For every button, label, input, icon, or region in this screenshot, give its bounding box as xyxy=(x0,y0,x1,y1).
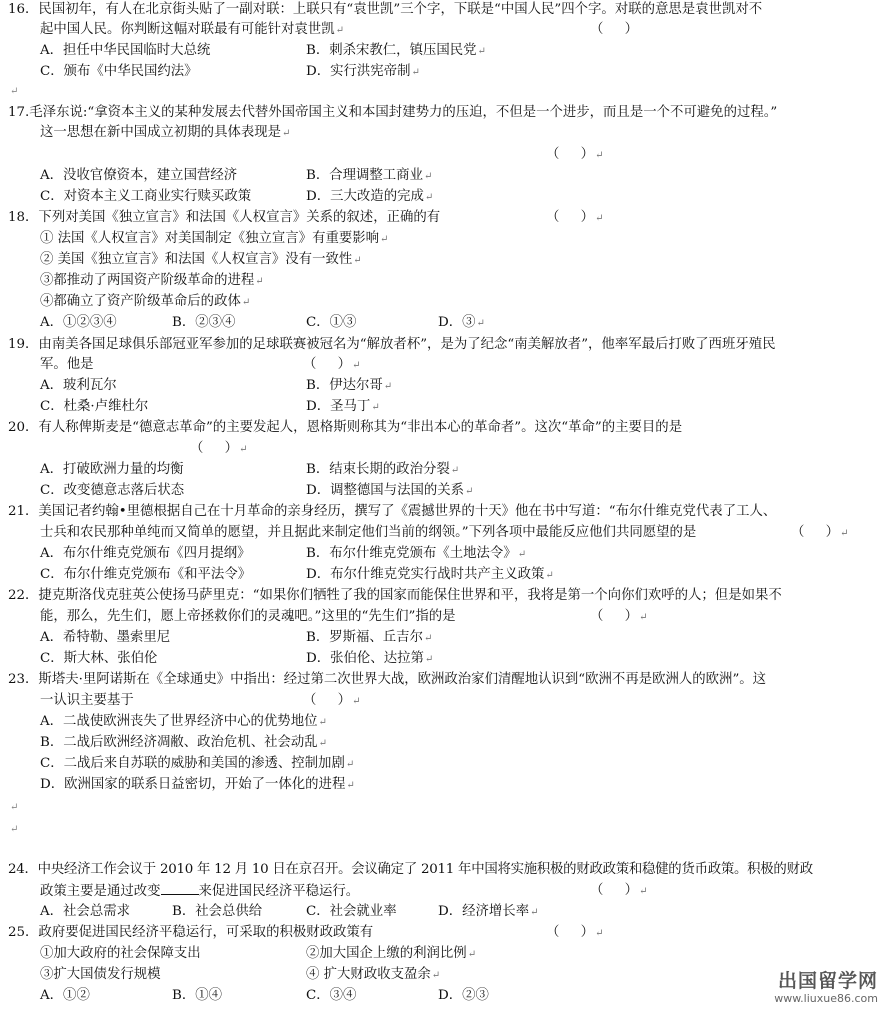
q24-stem-line2: 政策主要是通过改变 来促进国民经济平稳运行。 xyxy=(40,881,359,901)
site-watermark-logo xyxy=(704,966,884,1008)
q25-option-b: B．①④ xyxy=(172,988,223,1003)
q23-stem-line2: 一认识主要基于 xyxy=(40,693,134,708)
q17-answer-paren: （ ）↵ xyxy=(546,147,604,162)
q20-stem-line1: 20．有人称俾斯麦是“德意志革命”的主要发起人，恩格斯则称其为“非出本心的革命者”。这次“革命”的主要目的是 xyxy=(8,420,683,435)
q25-answer-paren: （ ）↵ xyxy=(546,925,604,940)
q20-option-c: C．改变德意志落后状态 xyxy=(40,483,185,498)
q23-option-d: D．欧洲国家的联系日益密切，开始了一体化的进程↵ xyxy=(40,777,355,792)
q18-statement-4: ④都确立了资产阶级革命后的政体↵ xyxy=(40,294,251,309)
q22-option-d: D．张伯伦、达拉第↵ xyxy=(306,651,434,666)
q18-statement-2: ② 美国《独立宣言》和法国《人权宣言》没有一致性↵ xyxy=(40,252,362,267)
q17-option-d: D．三大改造的完成↵ xyxy=(306,189,434,204)
q22-answer-paren: （ ）↵ xyxy=(590,609,648,624)
q20-option-d: D．调整德国与法国的关系↵ xyxy=(306,483,474,498)
q22-option-a: A．希特勒、墨索里尼 xyxy=(40,630,171,645)
q18-option-a: A．①②③④ xyxy=(40,315,117,330)
q21-stem-line2: 士兵和农民那种单纯而又简单的愿望，并且据此来制定他们当前的纲领。”下列各项中最能反应他们共同愿望的是 xyxy=(40,525,697,540)
q22-stem-line2: 能，那么，先生们，愿上帝拯救你们的灵魂吧。”这里的“先生们”指的是 xyxy=(40,609,456,624)
q21-option-b: B．布尔什维克党颁布《土地法令》↵ xyxy=(306,546,527,561)
q16-stem-line1: 16．民国初年，有人在北京街头贴了一副对联：上联只有“袁世凯”三个字，下联是“中国人民”四个字。对联的意思是袁世凯对不 xyxy=(8,2,763,17)
q25-statement-2: ②加大国企上缴的利润比例↵ xyxy=(306,946,477,961)
q25-option-a: A．①② xyxy=(40,988,90,1003)
q24-option-d: D．经济增长率↵ xyxy=(438,904,539,919)
q21-option-d: D．布尔什维克党实行战时共产主义政策↵ xyxy=(306,567,554,582)
q18-answer-paren: （ ）↵ xyxy=(546,210,604,225)
q19-stem-line1: 19．由南美各国足球俱乐部冠亚军参加的足球联赛被冠名为“解放者杯”，是为了纪念“南美解放者”，他率军最后打败了西班牙殖民 xyxy=(8,337,776,352)
q16-stem-line2: 起中国人民。你判断这幅对联最有可能针对袁世凯↵ xyxy=(40,22,344,37)
q18-statement-1: ① 法国《人权宣言》对美国制定《独立宣言》有重要影响↵ xyxy=(40,231,389,246)
q16-option-c: C．颁布《中华民国约法》 xyxy=(40,64,198,79)
q23-answer-paren: （ ）↵ xyxy=(303,693,361,708)
q19-stem-line2: 军。他是 xyxy=(40,357,94,372)
q25-statement-1: ①加大政府的社会保障支出 xyxy=(40,946,201,961)
q20-answer-paren: （ ）↵ xyxy=(190,441,248,456)
blank-line-marker: ↵ xyxy=(10,824,19,835)
q16-option-a: A．担任中华民国临时大总统 xyxy=(40,43,211,58)
q18-statement-3: ③都推动了两国资产阶级革命的进程↵ xyxy=(40,273,264,288)
q20-option-a: A．打破欧洲力量的均衡 xyxy=(40,462,184,477)
blank-line-marker: ↵ xyxy=(10,802,19,813)
q24-option-b: B．社会总供给 xyxy=(172,904,263,919)
q17-stem-line2: 这一思想在新中国成立初期的具体表现是↵ xyxy=(40,125,291,140)
q19-option-b: B．伊达尔哥↵ xyxy=(306,378,393,393)
q25-option-c: C．③④ xyxy=(306,988,357,1003)
q17-option-b: B．合理调整工商业↵ xyxy=(306,168,433,183)
q19-option-a: A．玻利瓦尔 xyxy=(40,378,117,393)
q24-answer-paren: （ ）↵ xyxy=(590,883,648,898)
q24-stem-line1: 24．中央经济工作会议于 2010 年 12 月 10 日在京召开。会议确定了 2011 年中国将实施积极的财政政策和稳健的货币政策。积极的财政 xyxy=(8,862,813,877)
q19-option-d: D．圣马丁↵ xyxy=(306,399,380,414)
q25-statement-4: ④ 扩大财政收支盈余↵ xyxy=(306,967,441,982)
q23-option-b: B．二战后欧洲经济凋敝、政治危机、社会动乱↵ xyxy=(40,735,328,750)
q22-stem-line1: 22．捷克斯洛伐克驻英公使扬马萨里克：“如果你们牺牲了我的国家而能保住世界和平，我将是第一个向你们欢呼的人；但是如果不 xyxy=(8,588,782,603)
logo-name: 出国留学网 xyxy=(777,970,878,992)
q16-option-d: D．实行洪宪帝制↵ xyxy=(306,64,420,79)
q22-option-c: C．斯大林、张伯伦 xyxy=(40,651,158,666)
q18-option-b: B．②③④ xyxy=(172,315,236,330)
q22-option-b: B．罗斯福、丘吉尔↵ xyxy=(306,630,433,645)
q21-option-a: A．布尔什维克党颁布《四月提纲》 xyxy=(40,546,251,561)
q25-option-d: D．②③ xyxy=(438,988,489,1003)
q18-option-c: C．①③ xyxy=(306,315,357,330)
q21-stem-line1: 21．美国记者约翰•里德根据自己在十月革命的亲身经历，撰写了《震撼世界的十天》他在书中写道：“布尔什维克党代表了工人、 xyxy=(8,504,777,519)
q16-answer-paren: （ ） xyxy=(590,22,639,37)
q25-statement-3: ③扩大国债发行规模 xyxy=(40,967,161,982)
q20-option-b: B．结束长期的政治分裂↵ xyxy=(306,462,460,477)
q25-stem-line1: 25．政府要促进国民经济平稳运行，可采取的积极财政政策有 xyxy=(8,925,374,940)
blank-line-marker: ↵ xyxy=(10,86,19,97)
q23-option-c: C．二战后来自苏联的威胁和美国的渗透、控制加剧↵ xyxy=(40,756,355,771)
fill-in-blank xyxy=(161,881,199,895)
q23-option-a: A．二战使欧洲丧失了世界经济中心的优势地位↵ xyxy=(40,714,327,729)
q17-stem-line1: 17.毛泽东说:“拿资本主义的某种发展去代替外国帝国主义和本国封建势力的压迫，不但是一个进步，而且是一个不可避免的过程。” xyxy=(8,105,778,120)
q24-option-a: A．社会总需求 xyxy=(40,904,131,919)
q19-answer-paren: （ ）↵ xyxy=(303,357,361,372)
q18-option-d: D．③↵ xyxy=(438,315,485,330)
q16-option-b: B．刺杀宋教仁，镇压国民党↵ xyxy=(306,43,486,58)
q18-stem-line1: 18．下列对美国《独立宣言》和法国《人权宣言》关系的叙述，正确的有 xyxy=(8,210,441,225)
q17-option-a: A．没收官僚资本，建立国营经济 xyxy=(40,168,238,183)
q21-option-c: C．布尔什维克党颁布《和平法令》 xyxy=(40,567,252,582)
q23-stem-line1: 23．斯塔夫·里阿诺斯在《全球通史》中指出：经过第二次世界大战，欧洲政治家们清醒地认识到“欧洲不再是欧洲人的欧洲”。这 xyxy=(8,672,767,687)
logo-url: www.liuxue86.com xyxy=(774,992,878,1005)
q24-option-c: C．社会就业率 xyxy=(306,904,397,919)
q19-option-c: C．杜桑·卢维杜尔 xyxy=(40,399,149,414)
q21-answer-paren: （ ）↵ xyxy=(791,525,849,540)
q17-option-c: C．对资本主义工商业实行赎买政策 xyxy=(40,189,252,204)
